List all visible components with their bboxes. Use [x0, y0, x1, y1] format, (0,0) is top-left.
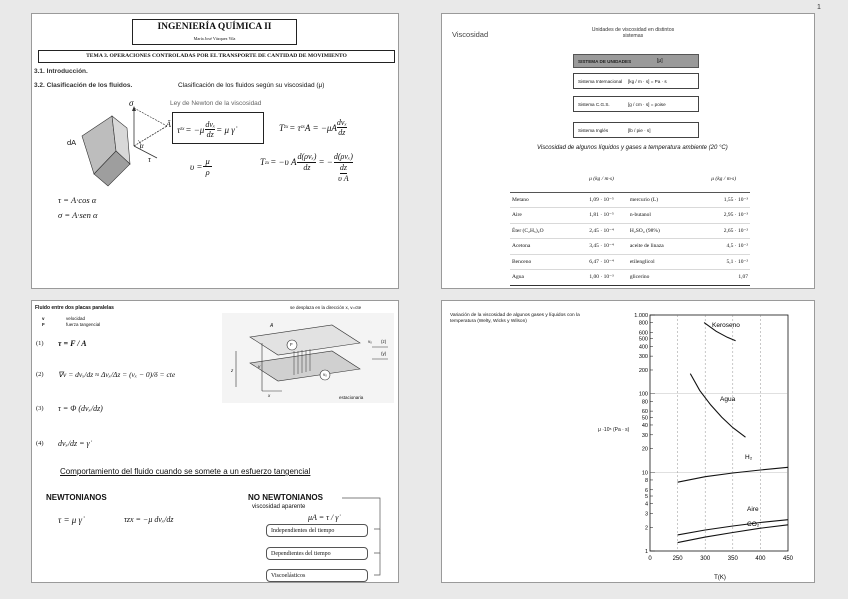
category-independientes: Independientes del tiempo	[266, 524, 368, 537]
y-tick-label: 200	[638, 367, 648, 374]
eq-shear-rate: dvₓ/dz = γ̇	[58, 439, 90, 448]
eq4-num: d(ρvₓ)	[297, 152, 317, 161]
units-system: Sistema Inglés	[578, 127, 609, 133]
series-line-agua	[690, 374, 745, 438]
slide-title: INGENIERÍA QUÍMICA II	[157, 22, 272, 32]
eq-number: (2)	[36, 371, 44, 378]
table-row: Agua 1,00 · 10⁻³ glicerino 1,07	[510, 270, 750, 286]
legend-v-text: velocidad	[66, 316, 86, 321]
x-tick-label: 400	[755, 556, 766, 562]
eq1-num: dvₓ	[205, 120, 216, 129]
eq1-end: = μ γ̇	[216, 124, 235, 135]
x-tick-label: 250	[672, 556, 683, 562]
series-label-co2: CO₂	[747, 521, 760, 528]
eq3-num: μ	[205, 156, 210, 166]
y-tick-label: 100	[638, 391, 648, 398]
y-tick-label: 5	[644, 494, 648, 501]
section-introduccion: 3.1. Introducción.	[34, 68, 88, 75]
tema-heading: TEMA 3. OPERACIONES CONTROLADAS POR EL TRANSPORTE DE CANTIDAD DE MOVIMIENTO	[86, 53, 347, 59]
newtonian-heading: NEWTONIANOS	[46, 493, 107, 502]
eq-tau-phi: τ = Φ (dvₓ/dz)	[58, 404, 103, 413]
plates-diagram	[222, 313, 394, 403]
eq2-left: T	[279, 122, 285, 133]
eq4-rest: = −υ A	[270, 157, 297, 167]
slide-viscosidad	[441, 13, 815, 289]
x-tick-label: 450	[782, 556, 794, 562]
label-sigma: σ	[129, 98, 134, 108]
units-row-ingles	[573, 122, 699, 138]
chart-caption: Variación de la viscosidad de algunos gases y líquidos con la temperatura (Welty, Wicks y Wilson)	[450, 313, 580, 324]
category-viscoelasticos: Viscoelásticos	[266, 569, 368, 582]
eq4-left: T	[260, 157, 266, 167]
top-note: se desplaza en la dirección x, v=cte	[290, 305, 362, 310]
units-row-si	[573, 73, 699, 89]
y-tick-label: 1	[644, 549, 648, 555]
series-label-aire: Aire	[747, 506, 759, 513]
units-heading: Unidades de viscosidad en distintos sistemas	[591, 27, 675, 39]
units-row-cgs	[573, 96, 699, 112]
category-dependientes: Dependientes del tiempo	[266, 547, 368, 560]
eq2-mid: = τ	[289, 122, 301, 133]
legend-F-text: fuerza tangencial	[66, 322, 101, 327]
apparent-eq: μA = τ / γ̇	[308, 513, 339, 522]
x-tick-label: 0	[648, 556, 652, 562]
slide-viscosidad-temperatura	[441, 300, 815, 583]
units-system: Sistema C.G.S.	[578, 101, 610, 107]
diag-vxz: vₓ	[368, 339, 372, 344]
eq1-rest: = −μ	[185, 124, 205, 135]
units-header-right: [μ]	[657, 58, 663, 64]
eq2-sub2: zx	[300, 125, 305, 130]
label-alpha: α	[140, 142, 144, 150]
y-tick-label: 4	[644, 501, 648, 508]
eq1-den: dz	[206, 130, 214, 139]
legend-F-symbol: F	[42, 322, 45, 327]
slide-title: Viscosidad	[452, 30, 489, 39]
eq2-num: dvₓ	[336, 118, 347, 127]
page-number: 1	[817, 4, 821, 11]
diag-ylabel: (y)	[381, 351, 387, 356]
y-tick-label: 20	[641, 446, 648, 453]
eq4-den: dz	[303, 163, 311, 172]
diag-z: z	[231, 368, 234, 373]
plot-frame	[650, 315, 788, 551]
diag-F: F	[290, 342, 293, 347]
eq-tau-F-A: τ = F / A	[58, 339, 87, 348]
eq-number: (3)	[36, 405, 44, 412]
y-tick-label: 300	[638, 354, 648, 361]
series-label-agua: Agua	[720, 396, 736, 403]
non-newtonian-heading: NO NEWTONIANOS	[248, 493, 323, 502]
y-tick-label: 600	[638, 330, 648, 337]
y-tick-label: 8	[644, 477, 648, 484]
eq2-rest: A = −μA	[304, 122, 337, 133]
units-system: Sistema Internacional	[578, 78, 623, 84]
eq2-sub: zx	[284, 125, 289, 130]
series-label-h2: H₂	[745, 454, 753, 461]
diagram-label: estacionaria	[339, 395, 364, 400]
y-tick-label: 80	[641, 399, 648, 406]
behavior-heading: Comportamiento del fluido cuando se somete a un esfuerzo tangencial	[60, 467, 311, 476]
connector-lines	[286, 497, 382, 579]
eq4-sub: zx	[265, 161, 270, 166]
col-header: μ (kg / m·s)	[697, 166, 750, 192]
x-tick-label: 350	[727, 556, 738, 562]
eq4-below: υ A	[338, 174, 349, 183]
legend-v-symbol: v	[42, 316, 45, 321]
eq2-den: dz	[338, 128, 346, 137]
x-axis-label: T(K)	[714, 575, 726, 581]
label-dA: dA	[67, 138, 77, 147]
series-label-keroseno: Keroseno	[712, 322, 740, 329]
table-caption: Viscosidad de algunos líquidos y gases a temperatura ambiente (20 °C)	[537, 145, 728, 151]
units-header-left: SISTEMA DE UNIDADES	[578, 58, 632, 64]
eq-number: (1)	[36, 340, 44, 347]
y-tick-label: 400	[638, 344, 648, 351]
eq-tau-cos: τ = A·cos α	[58, 195, 97, 205]
newtonian-eq1: τ = μ γ̇	[58, 515, 83, 525]
label-A: Ā	[166, 120, 171, 129]
eq2	[279, 118, 347, 137]
eq-number: (4)	[36, 440, 44, 447]
units-header-row	[573, 54, 699, 68]
y-tick-label: 30	[641, 432, 648, 439]
x-tick-label: 300	[700, 556, 711, 562]
eq1-left: τ	[177, 124, 181, 135]
y-tick-label: 500	[638, 336, 648, 343]
diag-x: x	[268, 393, 271, 398]
y-tick-label: 6	[644, 487, 648, 494]
table-row: Aire 1,81 · 10⁻⁵ n-butanol 2,95 · 10⁻³	[510, 208, 750, 224]
slide-title: Fluido entre dos placas paralelas	[35, 305, 114, 311]
y-tick-label: 10	[641, 470, 648, 477]
y-tick-label: 1.000	[634, 313, 648, 319]
newtonian-eq2: τzx = −μ dvₓ/dz	[124, 515, 174, 524]
units-value: [lb / pie · s]	[628, 127, 651, 133]
eq1	[177, 120, 235, 139]
y-axis-label: μ ·10⁵ (Pa · s)	[598, 427, 630, 433]
classification-heading: Clasificación de los fluidos según su viscosidad (μ)	[178, 82, 325, 89]
units-value: [g / cm · s] = poise	[628, 101, 666, 107]
slide-placas-paralelas	[31, 300, 399, 583]
stress-diagram	[72, 96, 167, 191]
y-tick-label: 2	[644, 525, 648, 532]
diag-A: A	[270, 323, 274, 329]
section-clasificacion: 3.2. Clasificación de los fluidos.	[34, 82, 133, 89]
diag-v: v	[258, 364, 261, 369]
y-tick-label: 40	[641, 422, 648, 429]
newton-law-label: Ley de Newton de la viscosidad	[170, 100, 262, 107]
eq4-num2: d(ρvₓ)	[333, 152, 353, 161]
viscosity-table	[510, 166, 750, 286]
diag-zlabel: (z)	[381, 339, 387, 344]
y-tick-label: 60	[641, 409, 648, 416]
slide-introduccion	[31, 13, 399, 289]
y-tick-label: 800	[638, 320, 648, 327]
eq4	[260, 152, 353, 184]
author: María José Vázquez Vila	[193, 36, 236, 41]
eq-sigma-sen: σ = A·sen α	[58, 210, 98, 220]
table-row: Metano 1,09 · 10⁻⁵ mercurio (L) 1,55 · 10⁻³	[510, 192, 750, 208]
y-tick-label: 50	[641, 415, 648, 422]
table-row: Acetona 3,45 · 10⁻⁴ aceite de linaza 4,5 · 10⁻²	[510, 239, 750, 255]
table-row: Benceno 6,47 · 10⁻⁴ etilenglicol 5,1 · 10⁻²	[510, 254, 750, 270]
diag-vx: vₓ	[323, 372, 327, 377]
units-value: [kg / m · s] = Pa · s	[628, 78, 667, 84]
col-header: μ (kg / m·s)	[575, 166, 628, 192]
eq3-left: υ =	[190, 161, 203, 172]
eq3-den: ρ	[205, 167, 210, 177]
eq1-sub: zx	[180, 127, 185, 132]
eq4-den2: dz	[339, 163, 347, 172]
table-row: Éter (C₂H₅)₂O 2,45 · 10⁻⁴ H₂SO₄ (98%) 2,65 · 10⁻²	[510, 223, 750, 239]
viscosity-temperature-chart	[592, 311, 812, 581]
eq4-mid: = −	[318, 157, 333, 167]
apparent-viscosity: viscosidad aparente	[252, 504, 306, 510]
y-tick-label: 3	[644, 511, 648, 518]
eq3	[190, 156, 212, 177]
label-tau: τ	[148, 155, 151, 164]
eq-gradient: ∇v = dvₓ/dz ≈ Δvₓ/Δz = (vₓ − 0)/δ = cte	[58, 370, 176, 379]
